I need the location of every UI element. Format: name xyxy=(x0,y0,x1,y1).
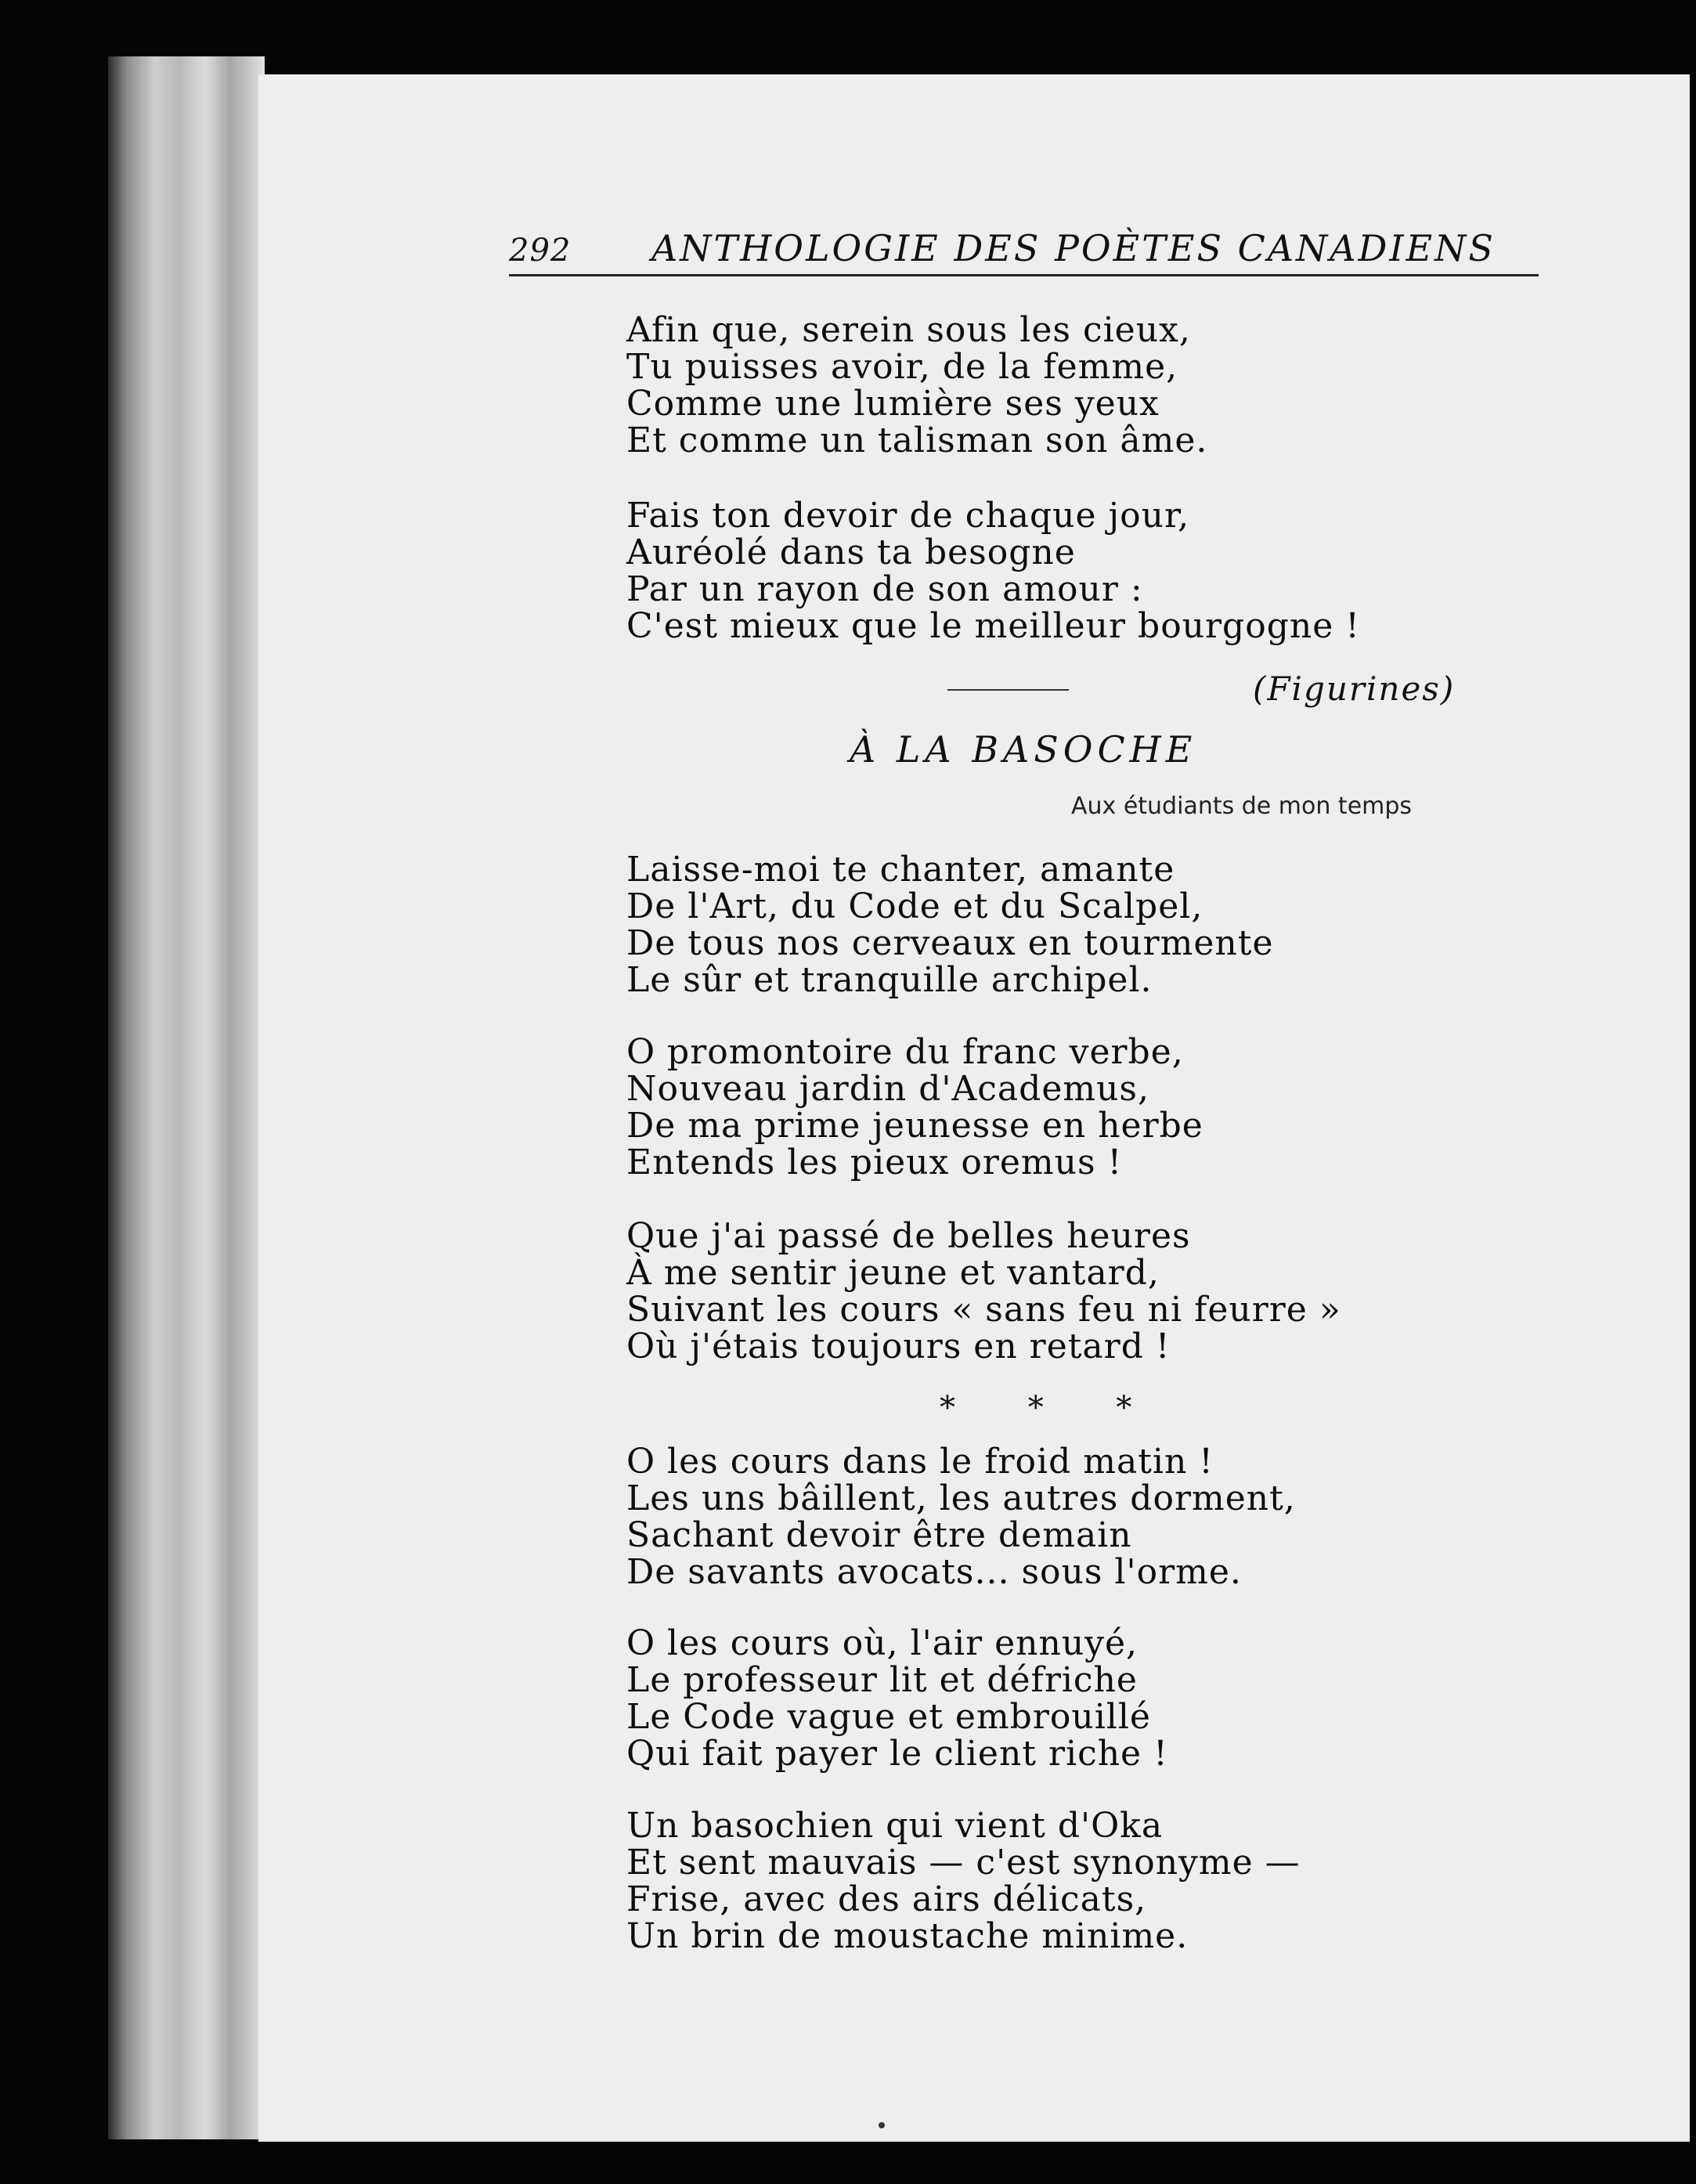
print-speck xyxy=(879,2122,885,2128)
verse-line: Que j'ai passé de belles heures xyxy=(626,1216,1191,1256)
poem-dedication: Aux étudiants de mon temps xyxy=(1071,792,1413,820)
verse-line: Où j'étais toujours en retard ! xyxy=(626,1327,1171,1366)
verse-line: Le Code vague et embrouillé xyxy=(626,1697,1151,1737)
verse-line: C'est mieux que le meilleur bourgogne ! xyxy=(626,606,1360,646)
verse-line: Un brin de moustache minime. xyxy=(626,1916,1189,1956)
stanza xyxy=(626,312,1207,459)
verse-line: À me sentir jeune et vantard, xyxy=(626,1253,1160,1293)
source-citation: (Figurines) xyxy=(1253,670,1456,708)
verse-line: O promontoire du franc verbe, xyxy=(626,1032,1184,1072)
verse-line: Le professeur lit et défriche xyxy=(626,1660,1138,1700)
stanza xyxy=(626,1218,1341,1365)
stanza xyxy=(626,1807,1301,1955)
verse-line: Qui fait payer le client riche ! xyxy=(626,1734,1168,1774)
verse-line: Entends les pieux oremus ! xyxy=(626,1143,1123,1182)
verse-line: Et sent mauvais — c'est synonyme — xyxy=(626,1843,1301,1883)
book-spine-edge xyxy=(108,56,265,2139)
verse-line: De ma prime jeunesse en herbe xyxy=(626,1106,1203,1146)
page-number: 292 xyxy=(509,233,572,269)
verse-line: Un basochien qui vient d'Oka xyxy=(626,1806,1164,1846)
stanza xyxy=(626,497,1360,644)
verse-line: De l'Art, du Code et du Scalpel, xyxy=(626,886,1203,926)
verse-line: Par un rayon de son amour : xyxy=(626,569,1143,609)
verse-line: Les uns bâillent, les autres dorment, xyxy=(626,1478,1296,1518)
verse-line: Sachant devoir être demain xyxy=(626,1515,1132,1555)
verse-line: Auréolé dans ta besogne xyxy=(626,532,1076,572)
stanza xyxy=(626,851,1273,998)
verse-line: O les cours où, l'air ennuyé, xyxy=(626,1623,1138,1663)
verse-line: Et comme un talisman son âme. xyxy=(626,421,1208,460)
verse-line: Tu puisses avoir, de la femme, xyxy=(626,347,1178,387)
verse-line: Fais ton devoir de chaque jour, xyxy=(626,496,1190,536)
verse-line: Frise, avec des airs délicats, xyxy=(626,1879,1147,1919)
verse-line: Nouveau jardin d'Academus, xyxy=(626,1069,1149,1109)
verse-line: O les cours dans le froid matin ! xyxy=(626,1442,1214,1482)
stanza-separator: * * * xyxy=(940,1390,1164,1426)
verse-line: Suivant les cours « sans feu ni feurre » xyxy=(626,1290,1341,1330)
section-rule xyxy=(947,689,1069,691)
verse-line: Laisse-moi te chanter, amante xyxy=(626,850,1175,890)
poem-title: À LA BASOCHE xyxy=(850,728,1197,771)
stanza xyxy=(626,1034,1203,1181)
running-title: ANTHOLOGIE DES POÈTES CANADIENS xyxy=(651,227,1496,269)
verse-line: Le sûr et tranquille archipel. xyxy=(626,960,1153,1000)
page-header xyxy=(509,227,1539,276)
verse-line: Afin que, serein sous les cieux, xyxy=(626,310,1191,350)
stanza xyxy=(626,1443,1296,1590)
verse-line: De tous nos cerveaux en tourmente xyxy=(626,923,1274,963)
verse-line: Comme une lumière ses yeux xyxy=(626,384,1160,424)
verse-line: De savants avocats... sous l'orme. xyxy=(626,1552,1242,1592)
stanza xyxy=(626,1625,1168,1772)
